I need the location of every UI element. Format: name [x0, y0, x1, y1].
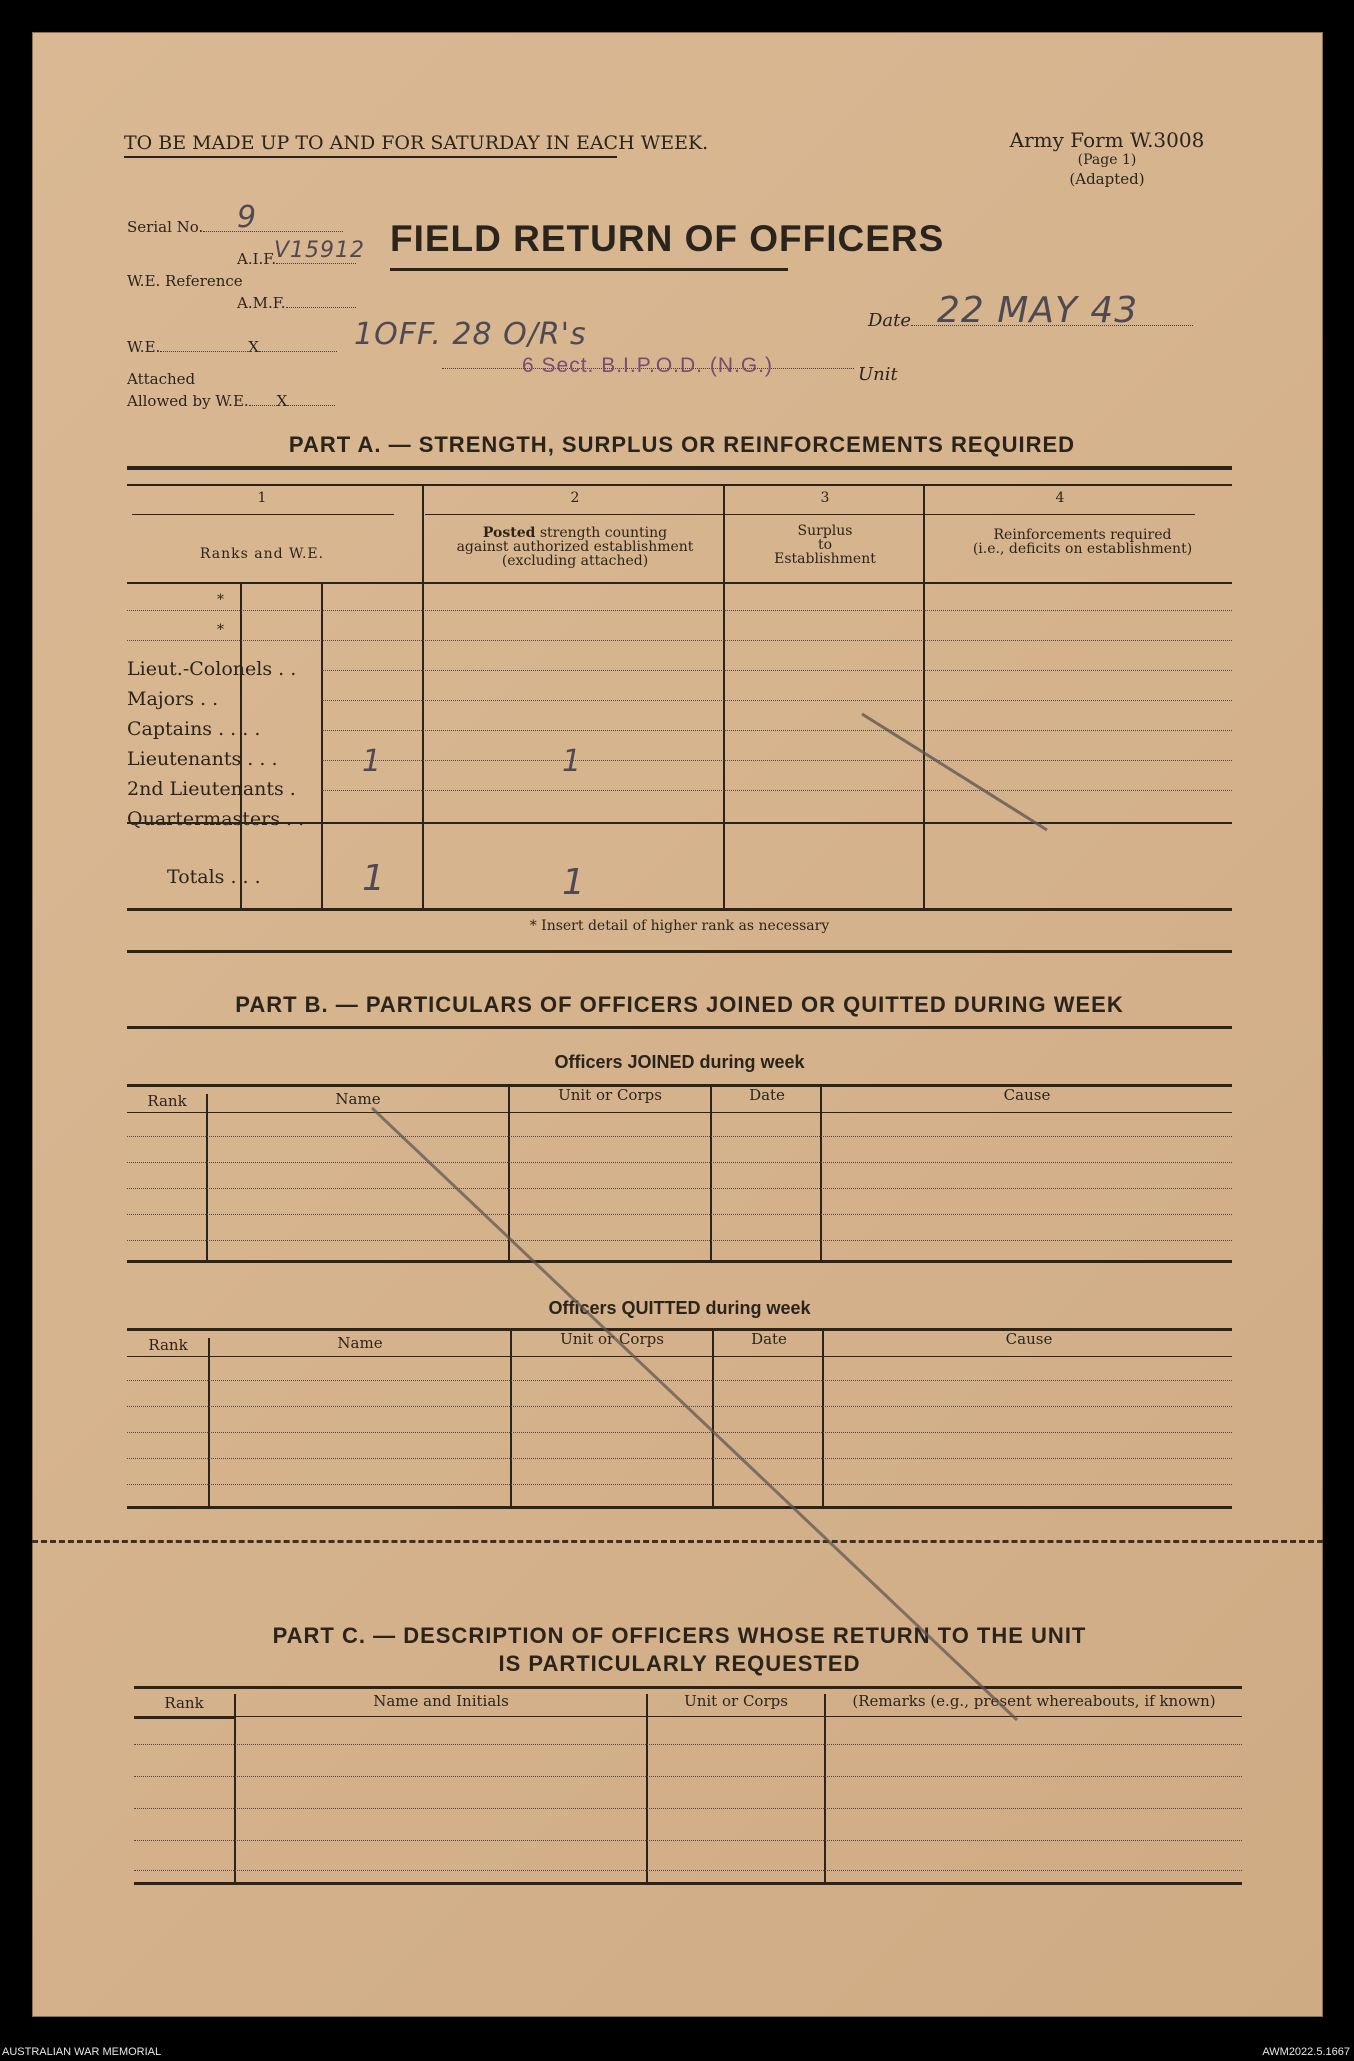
pencil-stroke-part-a [862, 714, 1047, 830]
asterisk-2: * [217, 622, 224, 638]
quitted-col-rank: Rank [148, 1336, 188, 1354]
joined-col-cause: Cause [1003, 1086, 1051, 1104]
date-value: 22 MAY 43 [937, 290, 1139, 331]
footer-right: AWM2022.5.1667 [1262, 2046, 1350, 2058]
joined-col-rank: Rank [147, 1092, 187, 1110]
form-title: FIELD RETURN OF OFFICERS [390, 218, 945, 259]
aif-value: V15912 [274, 238, 366, 263]
we-handwritten: 1OFF. 28 O/R's [354, 317, 587, 352]
rank-2nd-lieutenants: 2nd Lieutenants . [127, 778, 296, 800]
attached-label: Attached [127, 370, 196, 388]
we-label: W.E. X [127, 338, 337, 356]
col-header-posted: Posted strength counting against authorized establishment (excluding attached) [456, 525, 694, 569]
col-header-ranks: Ranks and W.E. [199, 546, 325, 562]
quitted-col-name: Name [337, 1334, 383, 1352]
col-num-1: 1 [257, 490, 267, 506]
footer-left: AUSTRALIAN WAR MEMORIAL [2, 2046, 162, 2058]
rank-lieutenants: Lieutenants . . . [127, 748, 278, 770]
partc-col-name: Name and Initials [373, 1692, 509, 1710]
unit-label: Unit [858, 364, 898, 385]
part-b-title: PART B. — PARTICULARS OF OFFICERS JOINED OR QUITTED DURING WEEK [235, 992, 1124, 1017]
allowed-label: Allowed by W.E. X [127, 392, 335, 410]
col-num-3: 3 [820, 490, 830, 506]
aif-label: A.I.F. [237, 250, 356, 268]
form-adapted: (Adapted) [1069, 170, 1145, 188]
col-header-surplus: Surplus to Establishment [774, 523, 876, 567]
part-c-title: PART C. — DESCRIPTION OF OFFICERS WHOSE RETURN TO THE UNIT IS PARTICULARLY REQUESTED [272, 1623, 1087, 1676]
form-sheet [32, 32, 1323, 2017]
form-page: (Page 1) [1077, 152, 1137, 168]
quitted-col-date: Date [751, 1330, 787, 1348]
unit-stamp: 6 Sect. B.I.P.O.D. (N.G.) [522, 354, 774, 377]
serial-label: Serial No. [127, 218, 343, 236]
instruction-text: TO BE MADE UP TO AND FOR SATURDAY IN EACH WEEK. [124, 132, 709, 154]
joined-col-unit: Unit or Corps [558, 1086, 662, 1104]
part-a-title: PART A. — STRENGTH, SURPLUS OR REINFORCEMENTS REQUIRED [288, 432, 1076, 457]
asterisk-1: * [217, 592, 224, 608]
joined-title: Officers JOINED during week [554, 1052, 805, 1072]
rank-quartermasters: Quartermasters . . [127, 808, 305, 830]
joined-col-name: Name [335, 1090, 381, 1108]
part-a-footnote: * Insert detail of higher rank as necessary [529, 918, 830, 934]
lieutenants-posted-value: 1 [562, 744, 583, 779]
amf-label: A.M.F. [237, 294, 356, 312]
col-num-2: 2 [570, 490, 580, 506]
serial-value: 9 [237, 200, 258, 235]
we-reference-label: W.E. Reference [127, 272, 243, 290]
col-num-4: 4 [1055, 490, 1065, 506]
quitted-title: Officers QUITTED during week [548, 1298, 811, 1318]
lieutenants-we-value: 1 [362, 744, 383, 779]
rank-captains: Captains . . . . [127, 718, 261, 740]
partc-col-remarks: (Remarks (e.g., present whereabouts, if known) [852, 1692, 1216, 1710]
rank-majors: Majors . . [127, 688, 219, 710]
joined-col-date: Date [749, 1086, 785, 1104]
partc-col-rank: Rank [164, 1694, 204, 1712]
totals-label: Totals . . . [167, 866, 261, 888]
pencil-stroke-part-b-c [372, 1108, 1017, 1720]
date-label: Date [868, 310, 1193, 331]
partc-col-unit: Unit or Corps [684, 1692, 788, 1710]
quitted-col-unit: Unit or Corps [560, 1330, 664, 1348]
totals-posted-value: 1 [562, 862, 586, 903]
pencil-strokes [32, 32, 1323, 2017]
rank-lieut-colonels: Lieut.-Colonels . . [127, 658, 297, 680]
quitted-col-cause: Cause [1005, 1330, 1053, 1348]
col-header-reinforcements: Reinforcements required (i.e., deficits on establishment) [972, 527, 1193, 557]
form-name: Army Form W.3008 [1009, 128, 1205, 152]
totals-we-value: 1 [362, 858, 386, 899]
